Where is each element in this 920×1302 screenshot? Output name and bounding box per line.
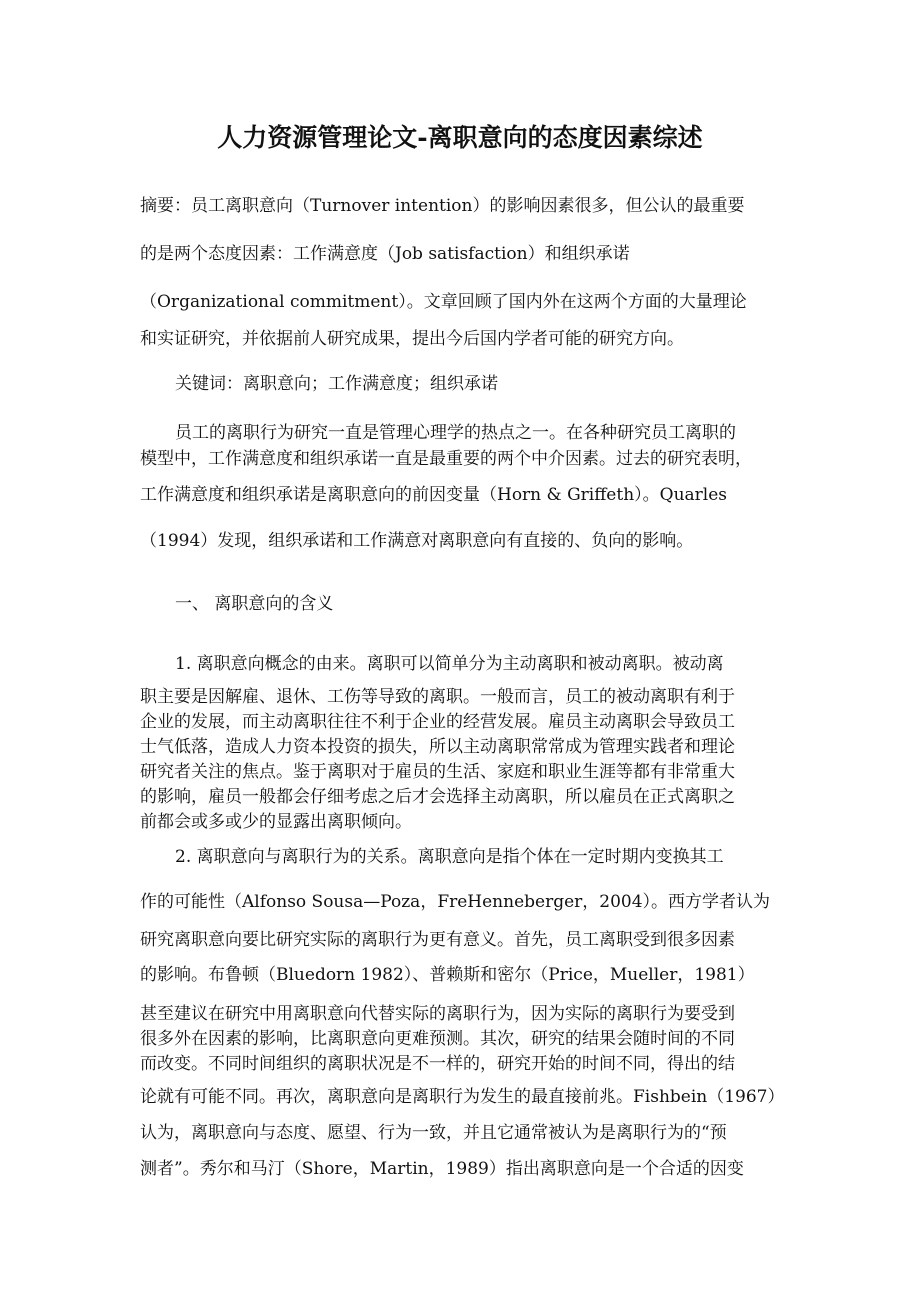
intro-line-1: 员工的离职行为研究一直是管理心理学的热点之一。在各种研究员工离职的: [175, 423, 736, 443]
abstract-line-4: 和实证研究，并依据前人研究成果，提出今后国内学者可能的研究方向。: [140, 329, 684, 349]
para2-line-3: 研究离职意向要比研究实际的离职行为更有意义。首先，员工离职受到很多因素: [140, 930, 735, 950]
abstract-line-3: （Organizational commitment）。文章回顾了国内外在这两个方面的大量理论: [140, 292, 747, 312]
para1-line-7: 前都会或多或少的显露出离职倾向。: [140, 812, 412, 832]
para2-line-2: 作的可能性（Alfonso Sousa—Poza，FreHenneberger，2004）。西方学者认为: [140, 892, 771, 912]
para1-line-6: 的影响，雇员一般都会仔细考虑之后才会选择主动离职，所以雇员在正式离职之: [140, 787, 735, 807]
document-title: 人力资源管理论文-离职意向的态度因素综述: [217, 123, 703, 152]
para1-line-4: 士气低落，造成人力资本投资的损失，所以主动离职常常成为管理实践者和理论: [140, 737, 735, 757]
keywords-line: 关键词：离职意向；工作满意度；组织承诺: [175, 374, 498, 394]
para1-line-5: 研究者关注的焦点。鉴于离职对于雇员的生活、家庭和职业生涯等都有非常重大: [140, 762, 735, 782]
para1-line-1: 1. 离职意向概念的由来。离职可以简单分为主动离职和被动离职。被动离: [175, 654, 724, 674]
intro-line-4: （1994）发现，组织承诺和工作满意对离职意向有直接的、负向的影响。: [140, 531, 694, 551]
para2-line-6: 很多外在因素的影响，比离职意向更难预测。其次，研究的结果会随时间的不同: [140, 1029, 735, 1049]
abstract-line-1: 摘要：员工离职意向（Turnover intention）的影响因素很多，但公认的最重要: [140, 196, 745, 216]
abstract-line-2: 的是两个态度因素：工作满意度（Job satisfaction）和组织承诺: [140, 244, 630, 264]
intro-line-2: 模型中，工作满意度和组织承诺一直是最重要的两个中介因素。过去的研究表明，: [140, 449, 752, 469]
para2-line-10: 测者”。秀尔和马汀（Shore，Martin，1989）指出离职意向是一个合适的因变: [140, 1159, 744, 1179]
para2-line-9: 认为，离职意向与态度、愿望、行为一致，并且它通常被认为是离职行为的“预: [140, 1123, 727, 1143]
para1-line-2: 职主要是因解雇、退休、工伤等导致的离职。一般而言，员工的被动离职有利于: [140, 687, 735, 707]
para2-line-1: 2. 离职意向与离职行为的关系。离职意向是指个体在一定时期内变换其工: [175, 847, 724, 867]
intro-line-3: 工作满意度和组织承诺是离职意向的前因变量（Horn & Griffeth）。Quarles: [140, 485, 728, 505]
para2-line-8: 论就有可能不同。再次，离职意向是离职行为发生的最直接前兆。Fishbein（1967）: [140, 1087, 785, 1107]
para2-line-5: 甚至建议在研究中用离职意向代替实际的离职行为，因为实际的离职行为要受到: [140, 1004, 735, 1024]
para1-line-3: 企业的发展，而主动离职往往不利于企业的经营发展。雇员主动离职会导致员工: [140, 712, 735, 732]
para2-line-7: 而改变。不同时间组织的离职状况是不一样的，研究开始的时间不同，得出的结: [140, 1054, 735, 1074]
section-heading-1: 一、 离职意向的含义: [175, 594, 334, 614]
para2-line-4: 的影响。布鲁顿（Bluedorn 1982）、普赖斯和密尔（Price，Mueller，1981）: [140, 965, 755, 985]
